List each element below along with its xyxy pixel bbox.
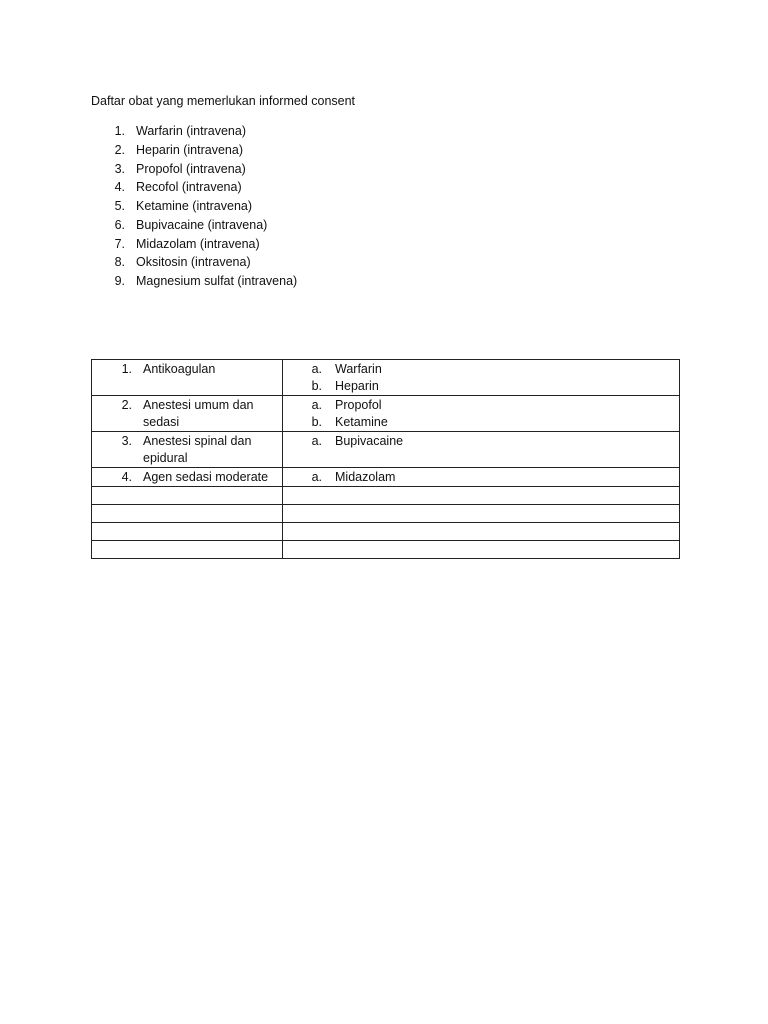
list-item: a. Midazolam	[311, 470, 396, 484]
list-item: a. Propofol	[311, 398, 382, 412]
empty-cell	[283, 505, 680, 523]
drugs-cell	[283, 432, 680, 468]
category-name: Antikoagulan	[143, 362, 216, 376]
drug-list	[100, 122, 297, 291]
empty-cell	[283, 523, 680, 541]
table-row	[92, 468, 680, 487]
empty-cell	[92, 523, 283, 541]
category-cell: 3. Anestesi spinal dan epidural	[92, 432, 283, 468]
drug-category-table	[91, 359, 680, 559]
document-title: Daftar obat yang memerlukan informed consent	[91, 94, 356, 108]
list-item: 2. Heparin (intravena)	[114, 142, 243, 157]
list-item: 3. Propofol (intravena)	[114, 161, 246, 176]
list-item: a. Bupivacaine	[311, 434, 404, 448]
table-row-empty	[92, 487, 680, 505]
table-row	[92, 360, 680, 396]
table-row-empty	[92, 541, 680, 559]
drugs-cell	[283, 468, 680, 487]
list-item: 1. Warfarin (intravena)	[114, 124, 246, 138]
list-item: 6. Bupivacaine (intravena)	[114, 217, 268, 232]
list-item: 4. Recofol (intravena)	[114, 180, 242, 195]
list-item: b. Heparin	[311, 379, 379, 393]
list-item: b. Ketamine	[311, 415, 388, 429]
category-cell: 4. Agen sedasi moderate	[92, 468, 283, 487]
empty-cell	[283, 541, 680, 559]
category-name: Anestesi spinal dan epidural	[143, 434, 252, 465]
empty-cell	[92, 505, 283, 523]
category-cell: 1. Antikoagulan	[92, 360, 283, 396]
empty-cell	[92, 541, 283, 559]
category-cell: 2. Anestesi umum dan sedasi	[92, 396, 283, 432]
empty-cell	[283, 487, 680, 505]
category-name: Anestesi umum dan sedasi	[143, 398, 254, 429]
list-item: 8. Oksitosin (intravena)	[114, 255, 251, 270]
table-row	[92, 396, 680, 432]
list-item: 7. Midazolam (intravena)	[114, 236, 260, 251]
empty-cell	[92, 487, 283, 505]
category-name: Agen sedasi moderate	[143, 470, 269, 484]
table-row-empty	[92, 523, 680, 541]
table-row-empty	[92, 505, 680, 523]
list-item: a. Warfarin	[311, 362, 382, 376]
drugs-cell	[283, 360, 680, 396]
list-item: 9. Magnesium sulfat (intravena)	[114, 274, 298, 288]
list-item: 5. Ketamine (intravena)	[114, 199, 253, 213]
drugs-cell	[283, 396, 680, 432]
table-row	[92, 432, 680, 468]
